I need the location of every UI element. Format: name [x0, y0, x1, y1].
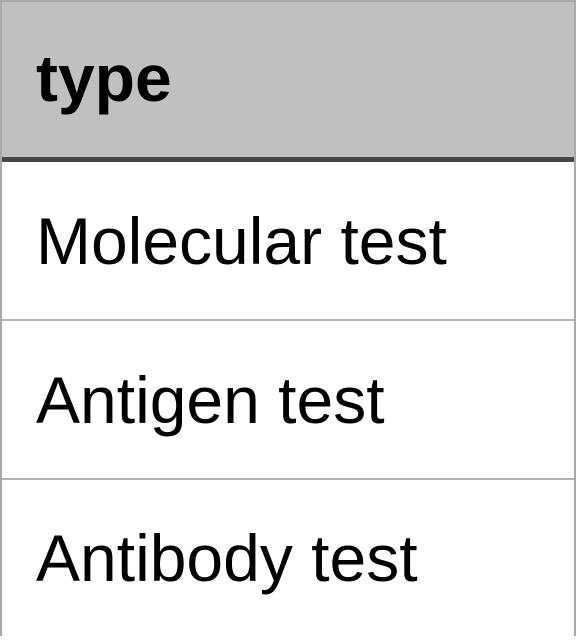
table-cell: Antigen test — [36, 362, 385, 437]
table-row — [2, 321, 574, 480]
table-cell: Antibody test — [36, 521, 418, 595]
table-row — [2, 162, 574, 321]
column-header-label: type — [36, 40, 172, 115]
table-row — [2, 480, 574, 636]
column-header-type[interactable] — [2, 2, 574, 162]
table-cell: Molecular test — [36, 203, 447, 278]
